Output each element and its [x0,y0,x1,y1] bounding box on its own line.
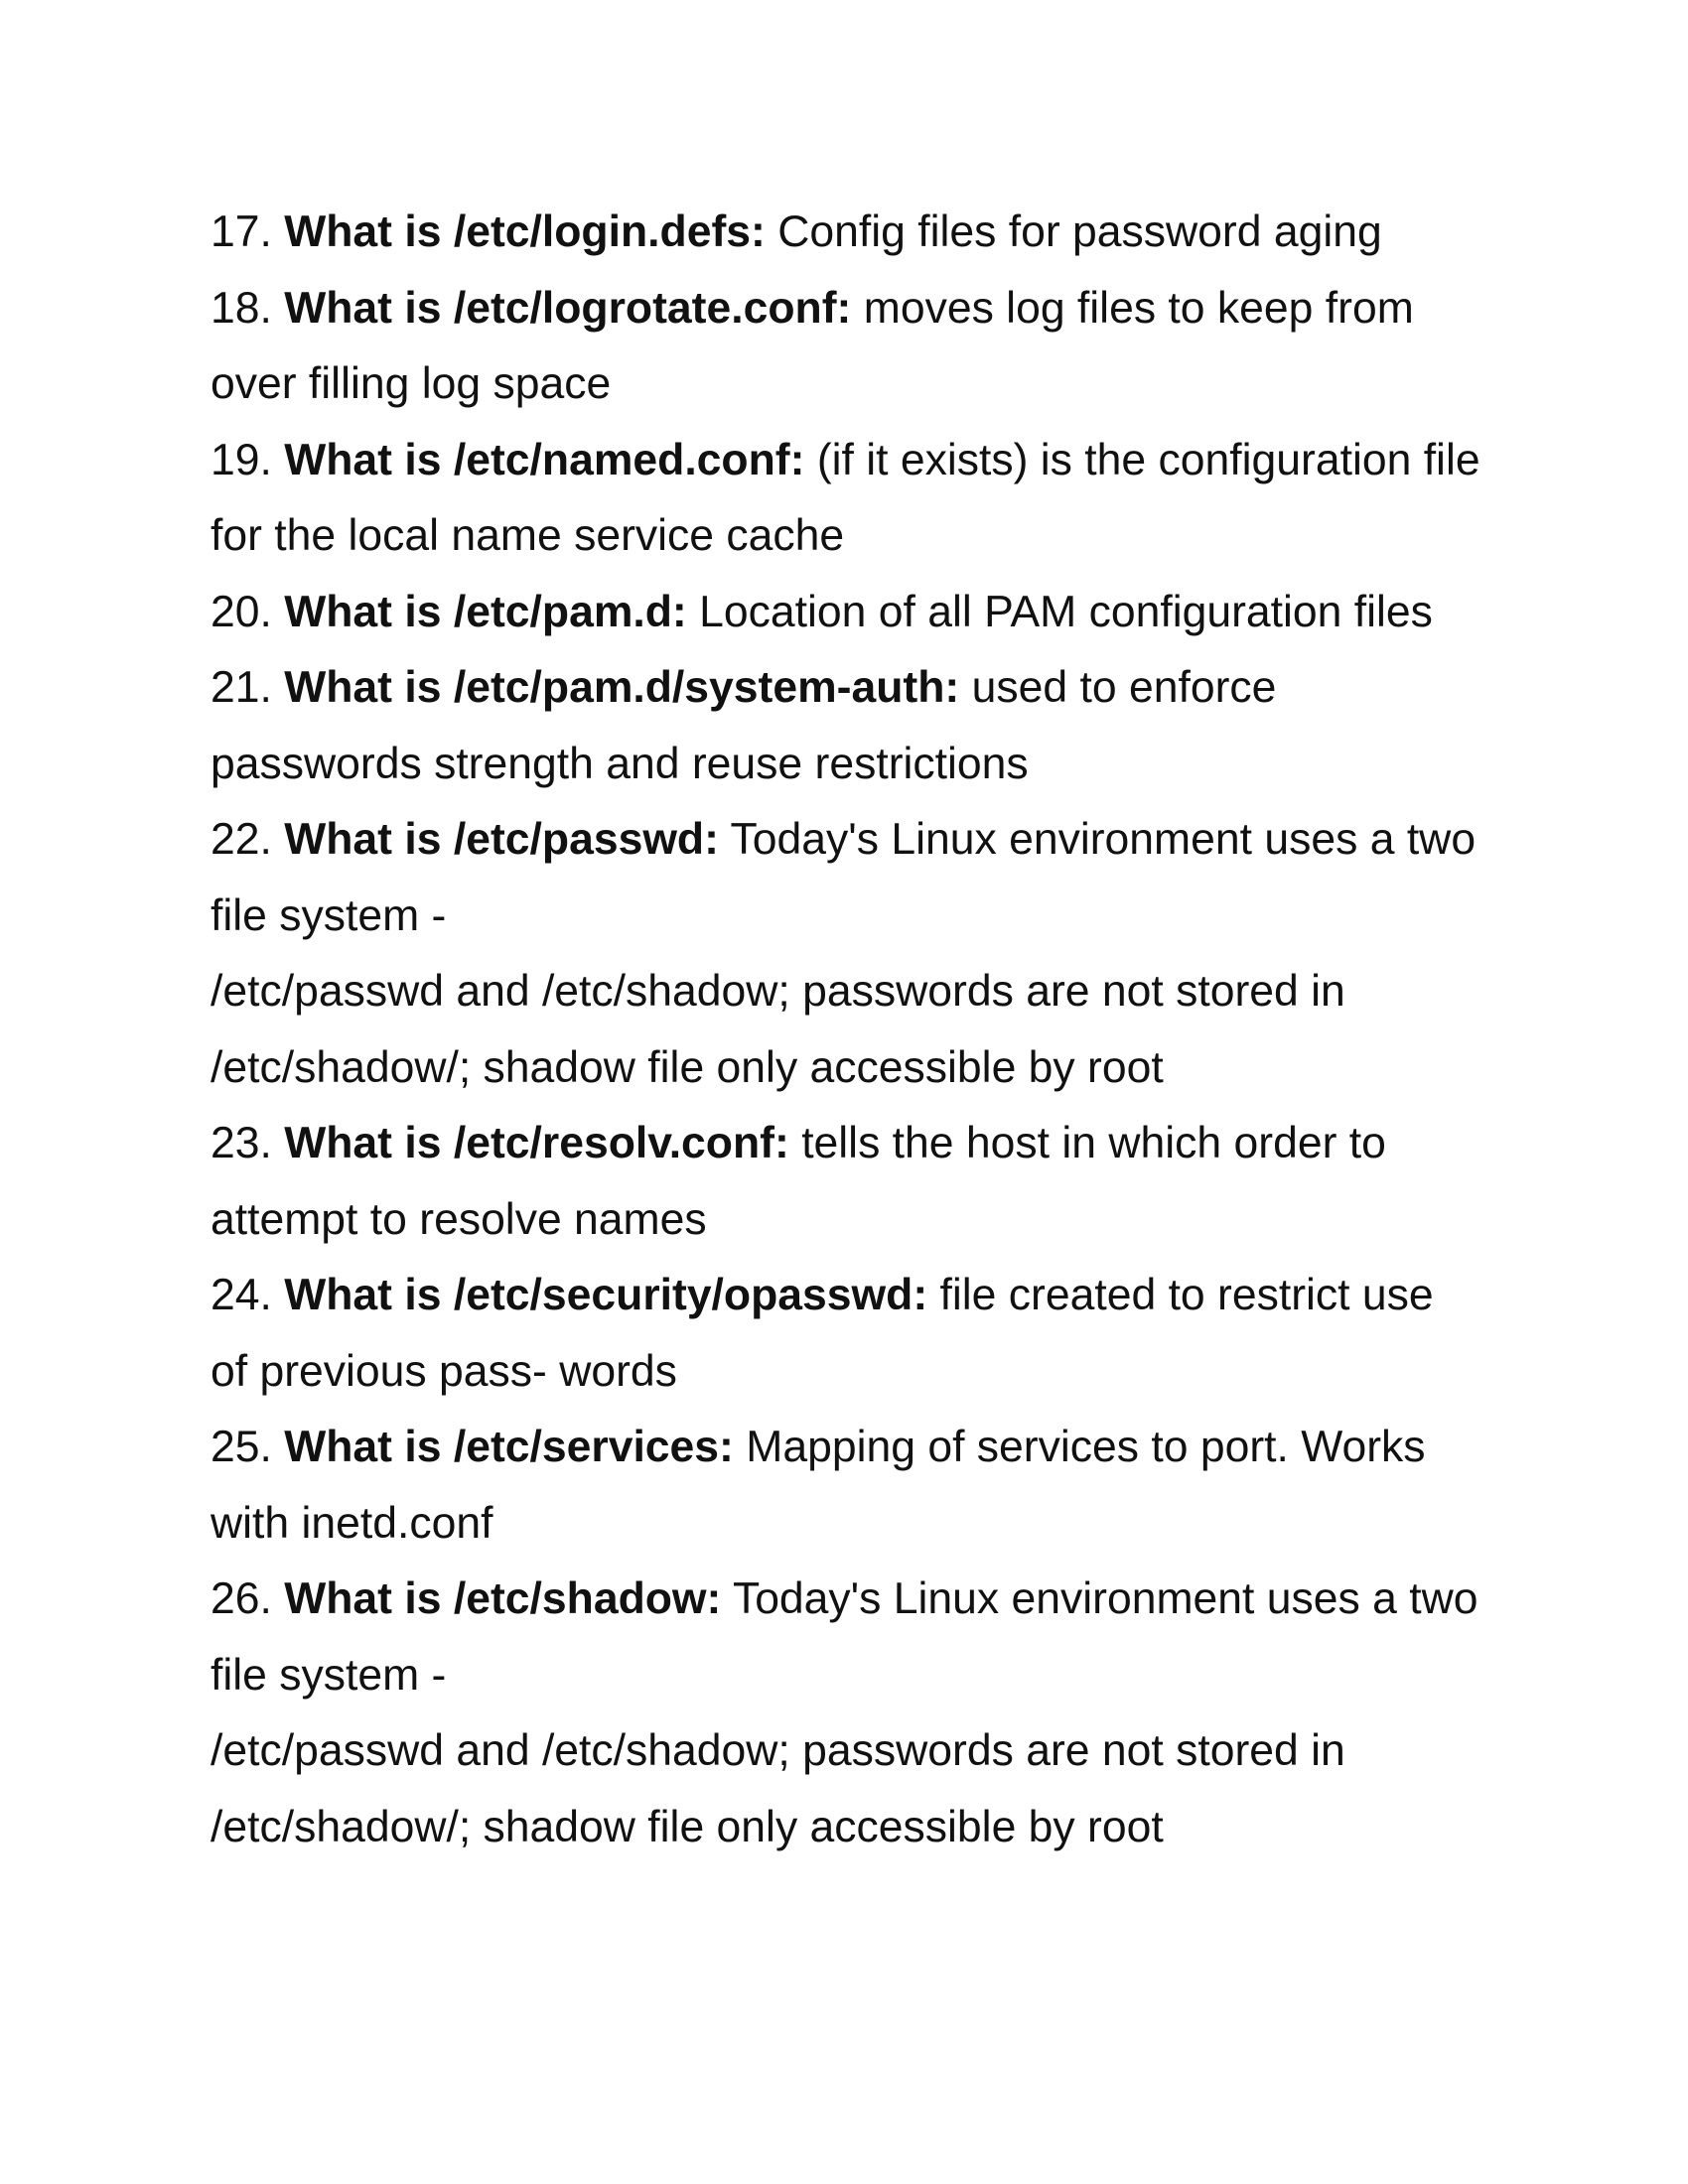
entry-answer: (if it exists) is the configuration file [816,435,1480,484]
entry-answer: Today's Linux environment uses a two [730,815,1477,864]
entry-term: What is /etc/pam.d/system-auth: [284,663,960,712]
entry-number: 23. [211,1119,272,1167]
entry-answer: used to enforce [971,663,1277,712]
entry-number: 20. [211,587,272,636]
entry-term: What is /etc/security/opasswd: [284,1271,928,1319]
qa-entry-first-line [211,271,1501,347]
entry-answer: Location of all PAM configuration files [699,587,1433,636]
entry-term: What is /etc/services: [284,1423,734,1471]
entry-number: 19. [211,435,272,484]
entry-answer-continuation: /etc/passwd and /etc/shadow; passwords are not stored in [211,967,1345,1016]
entry-answer: Config files for password aging [777,207,1382,256]
entry-number: 25. [211,1423,272,1471]
entry-answer-continuation: with inetd.conf [211,1498,493,1548]
qa-entry [211,650,1501,802]
entry-number: 18. [211,283,272,333]
entry-number: 22. [211,815,272,864]
qa-entry-first-line [211,1410,1501,1486]
entry-answer: Mapping of services to port. Works [746,1423,1426,1471]
qa-entry [211,423,1501,575]
entry-answer-continuation: file system - [211,1650,447,1700]
entry-answer-continuation: attempt to resolve names [211,1194,707,1244]
entry-number: 24. [211,1271,272,1319]
entry-answer-continuation: /etc/passwd and /etc/shadow; passwords are not stored in [211,1726,1345,1775]
qa-entry-first-line [211,195,1501,271]
entry-term: What is /etc/login.defs: [284,207,766,256]
qa-entry-first-line [211,1106,1501,1182]
entry-term: What is /etc/logrotate.conf: [284,283,852,333]
entry-term: What is /etc/named.conf: [284,435,805,484]
qa-entry-first-line [211,1258,1501,1334]
qa-entry-first-line [211,423,1501,499]
qa-entry-first-line [211,1562,1501,1638]
entry-number: 26. [211,1574,272,1623]
entry-answer: Today's Linux environment uses a two [732,1574,1478,1623]
entry-answer-continuation: for the local name service cache [211,511,845,560]
document-page [211,195,1501,1865]
qa-entry [211,1410,1501,1562]
entry-number: 17. [211,207,272,256]
entry-number: 21. [211,663,272,712]
entry-term: What is /etc/passwd: [284,815,719,864]
qa-entry [211,802,1501,1106]
entry-answer-continuation: /etc/shadow/; shadow file only accessible by root [211,1042,1164,1092]
qa-entry [211,575,1501,651]
qa-entry [211,1106,1501,1258]
entry-answer-continuation: /etc/shadow/; shadow file only accessible by root [211,1802,1164,1851]
entry-answer-continuation: over filling log space [211,359,612,408]
entry-answer: moves log files to keep from [863,283,1414,333]
entry-term: What is /etc/resolv.conf: [284,1119,789,1167]
entry-answer-continuation: passwords strength and reuse restrictions [211,739,1029,788]
entry-answer: file created to restrict use [939,1271,1434,1319]
entry-answer-continuation: file system - [211,890,447,940]
entry-term: What is /etc/shadow: [284,1574,722,1623]
qa-entry-first-line [211,575,1501,651]
qa-entry [211,1258,1501,1410]
entry-term: What is /etc/pam.d: [284,587,687,636]
entry-answer-continuation: of previous pass- words [211,1346,677,1396]
entry-answer: tells the host in which order to [801,1119,1386,1167]
qa-entry-first-line [211,650,1501,727]
qa-entry [211,195,1501,271]
qa-entry [211,271,1501,423]
qa-entry [211,1562,1501,1865]
qa-entry-first-line [211,802,1501,879]
